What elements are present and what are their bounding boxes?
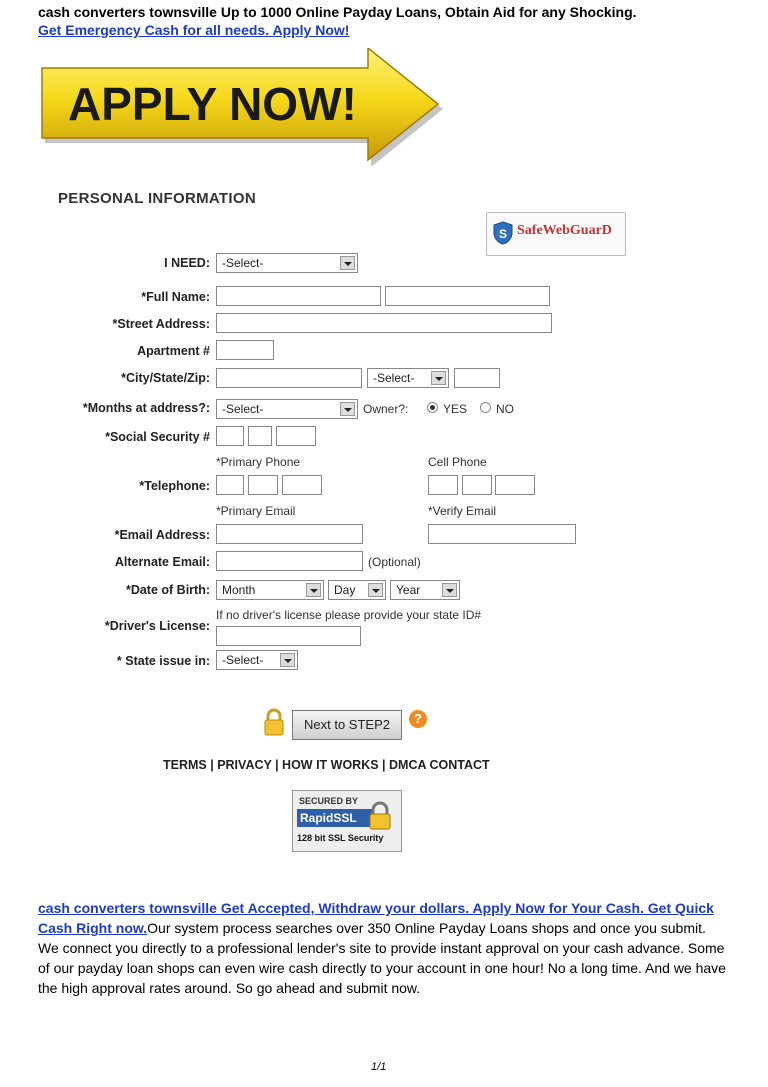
primary-email-hint: *Primary Email [216, 504, 296, 518]
chevron-down-icon [368, 583, 383, 597]
shield-icon [493, 221, 513, 245]
zip-input[interactable] [454, 368, 500, 388]
need-label: I NEED: [164, 256, 210, 270]
ssn-part2-input[interactable] [248, 426, 272, 446]
license-hint: If no driver's license please provide your state ID# [216, 608, 482, 622]
primary-phone-hint: *Primary Phone [216, 455, 301, 469]
license-label: *Driver's License: [104, 619, 210, 633]
ssl-brand: RapidSSL [297, 809, 372, 827]
phone-line-input[interactable] [282, 475, 322, 495]
ssl-bits: 128 bit SSL Security [297, 833, 384, 843]
chevron-down-icon [340, 402, 355, 416]
body-link[interactable]: cash converters townsville Get Accepted, Withdraw your dollars. Apply Now for Your Cash. Get Quick Cash Right now. [38, 900, 714, 936]
owner-no-radio[interactable] [480, 402, 491, 413]
dob-day-value: Day [334, 583, 356, 597]
cell-phone-hint: Cell Phone [428, 455, 487, 469]
owner-label: Owner?: [363, 402, 409, 416]
safewebguard-label: SafeWebGuarD [517, 223, 612, 238]
dob-month-value: Month [222, 583, 256, 597]
ssn-part3-input[interactable] [276, 426, 316, 446]
last-name-input[interactable] [385, 286, 550, 306]
verify-email-hint: *Verify Email [428, 504, 497, 518]
chevron-down-icon [431, 371, 446, 385]
apply-now-banner[interactable] [38, 48, 443, 166]
need-select-value: -Select- [222, 256, 264, 270]
rapidssl-badge [292, 790, 402, 852]
state-issue-select[interactable] [216, 650, 298, 670]
chevron-down-icon [442, 583, 457, 597]
cell-prefix-input[interactable] [462, 475, 492, 495]
fullname-label: *Full Name: [141, 290, 210, 304]
verify-email-input[interactable] [428, 524, 576, 544]
help-icon[interactable]: ? [409, 710, 427, 728]
need-select[interactable] [216, 253, 358, 273]
safewebguard-badge [486, 212, 626, 256]
padlock-icon [365, 801, 395, 831]
street-input[interactable] [216, 313, 552, 333]
apartment-input[interactable] [216, 340, 274, 360]
street-label: *Street Address: [112, 317, 210, 331]
phone-area-input[interactable] [216, 475, 244, 495]
dob-year-select[interactable] [390, 580, 460, 600]
owner-yes-label: YES [443, 402, 468, 416]
alt-email-input[interactable] [216, 551, 363, 571]
email-label: *Email Address: [114, 528, 210, 542]
state-issue-value: -Select- [222, 653, 264, 667]
city-input[interactable] [216, 368, 362, 388]
ssn-part1-input[interactable] [216, 426, 244, 446]
email-input[interactable] [216, 524, 363, 544]
lock-icon [264, 708, 284, 736]
state-select[interactable] [367, 368, 449, 388]
apartment-label: Apartment # [137, 344, 210, 358]
dob-year-value: Year [396, 583, 421, 597]
months-label: *Months at address?: [82, 401, 210, 415]
city-label: *City/State/Zip: [121, 371, 210, 385]
page-title: cash converters townsville Up to 1000 Online Payday Loans, Obtain Aid for any Shocking. [38, 4, 637, 20]
first-name-input[interactable] [216, 286, 381, 306]
owner-no-label: NO [496, 402, 514, 416]
apply-now-link[interactable]: Get Emergency Cash for all needs. Apply Now! [38, 22, 350, 38]
license-input[interactable] [216, 626, 361, 646]
months-select[interactable] [216, 399, 358, 419]
svg-text:S: S [499, 227, 508, 241]
next-step-button[interactable]: Next to STEP2 [292, 710, 402, 740]
ssl-secured-by: SECURED BY [299, 796, 359, 806]
state-issue-label: * State issue in: [116, 654, 210, 668]
footer-links[interactable]: TERMS | PRIVACY | HOW IT WORKS | DMCA CONTACT [163, 758, 490, 772]
body-text: Our system process searches over 350 Online Payday Loans shops and once you submit. We connect you directly to a professional lender's site to provide instant approval on your cash advance. Some of our payday loan shops can even wire cash directly to your account in one hour! No a long time. And we have the high approval rates around. So go ahead and submit now. [38, 920, 726, 996]
state-select-value: -Select- [373, 371, 415, 385]
ssn-label: *Social Security # [105, 430, 210, 444]
body-paragraph [38, 898, 728, 998]
chevron-down-icon [280, 653, 295, 667]
section-title: PERSONAL INFORMATION [58, 190, 256, 207]
alt-email-label: Alternate Email: [114, 555, 210, 569]
chevron-down-icon [340, 256, 355, 270]
telephone-label: *Telephone: [139, 479, 210, 493]
dob-month-select[interactable] [216, 580, 324, 600]
chevron-down-icon [306, 583, 321, 597]
owner-yes-radio[interactable] [427, 402, 438, 413]
optional-hint: (Optional) [368, 555, 421, 569]
dob-day-select[interactable] [328, 580, 386, 600]
cell-area-input[interactable] [428, 475, 458, 495]
dob-label: *Date of Birth: [125, 583, 210, 597]
page-number: 1/1 [371, 1061, 387, 1073]
phone-prefix-input[interactable] [248, 475, 278, 495]
apply-now-text: APPLY NOW! [68, 78, 357, 130]
cell-line-input[interactable] [495, 475, 535, 495]
months-select-value: -Select- [222, 402, 264, 416]
